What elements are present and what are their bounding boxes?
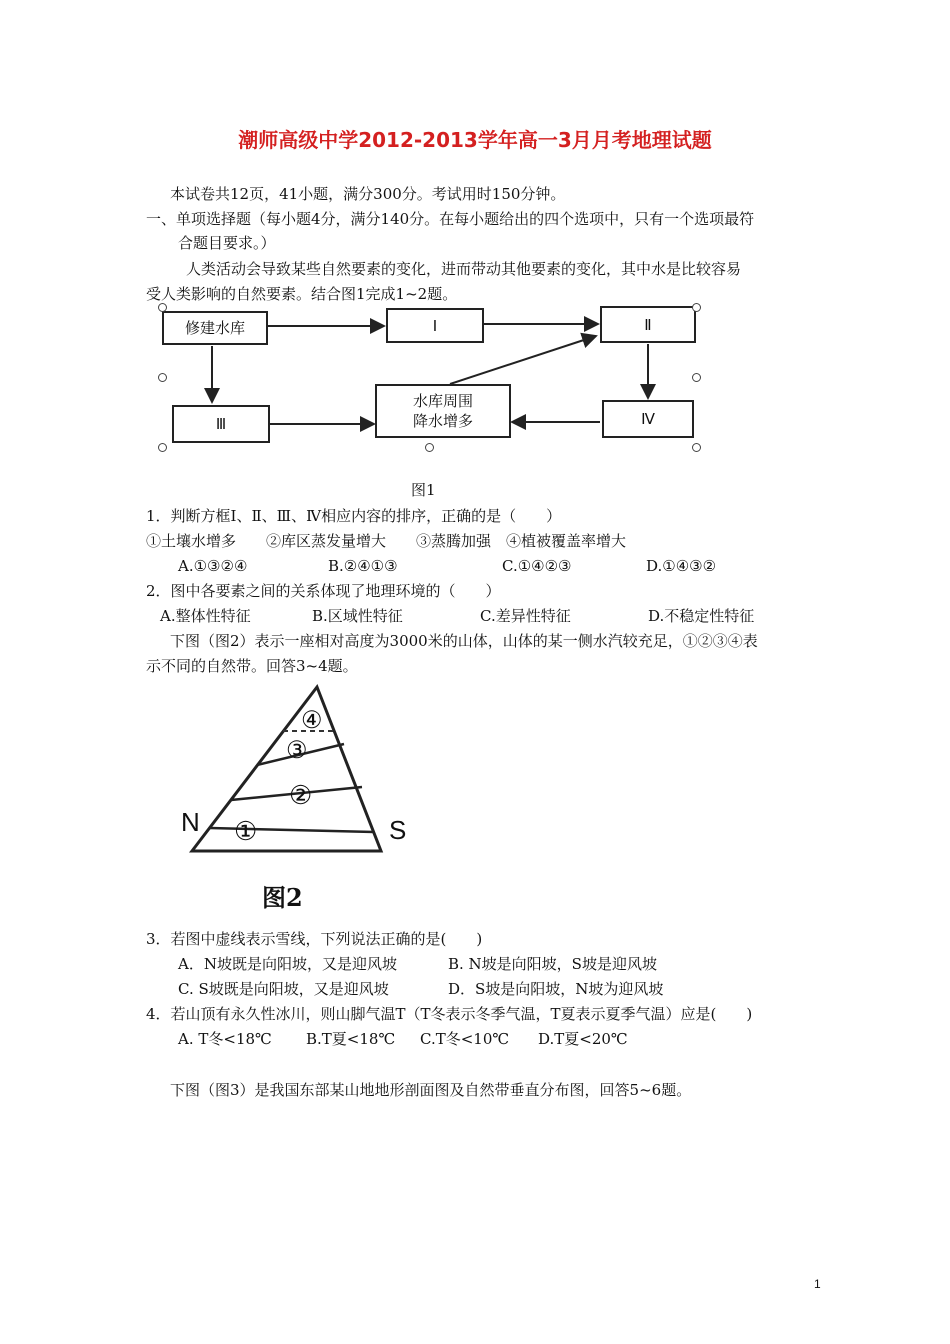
- exam-intro: 本试卷共12页，41小题，满分300分。考试用时150分钟。: [170, 185, 566, 203]
- flow-box-II-label: Ⅱ: [644, 315, 652, 334]
- page-number: 1: [814, 1277, 821, 1291]
- label-n: N: [181, 807, 200, 837]
- q4-option-b: B.T夏<18℃: [306, 1030, 396, 1048]
- q2-option-a: A.整体性特征: [160, 607, 251, 625]
- q2-option-d: D.不稳定性特征: [648, 607, 755, 625]
- q2-stem: 2．图中各要素之间的关系体现了地理环境的（ ）: [146, 582, 501, 600]
- q1-option-d: D.①④③②: [646, 557, 717, 575]
- zone-4-label: ④: [301, 706, 323, 734]
- zone-1-label: ①: [234, 817, 258, 847]
- q1-option-a: A.①③②④: [178, 557, 248, 575]
- flow-box-IV-label: Ⅳ: [641, 410, 655, 428]
- section-heading-line1: 一、单项选择题（每小题4分，满分140分。在每小题给出的四个选项中，只有一个选项最符: [146, 210, 755, 228]
- figure1-caption: 图1: [411, 481, 436, 499]
- flow-box-I-label: Ⅰ: [432, 316, 438, 335]
- q2-option-c: C.差异性特征: [480, 607, 571, 625]
- q3-option-b: B. N坡是向阳坡，S坡是迎风坡: [448, 955, 657, 973]
- figure2-caption: 图2: [262, 883, 303, 912]
- q4-stem: 4．若山顶有永久性冰川，则山脚气温T（T冬表示冬季气温，T夏表示夏季气温）应是( ): [146, 1005, 753, 1023]
- q3-option-c: C. S坡既是向阳坡，又是迎风坡: [178, 980, 389, 998]
- q3-option-a: A．N坡既是向阳坡，又是迎风坡: [178, 955, 397, 973]
- q1-items: ①土壤水增多 ②库区蒸发量增大 ③蒸腾加强 ④植被覆盖率增大: [146, 532, 627, 550]
- passage2-line1: 下图（图2）表示一座相对高度为3000米的山体，山体的某一侧水汽较充足，①②③④表: [170, 632, 758, 650]
- zone-2-label: ②: [289, 781, 313, 811]
- q1-option-b: B.②④①③: [328, 557, 398, 575]
- q3-stem: 3．若图中虚线表示雪线，下列说法正确的是( ): [146, 930, 483, 948]
- zone-3-label: ③: [286, 736, 308, 764]
- flow-box-III-label: Ⅲ: [215, 415, 227, 433]
- passage1-line2: 受人类影响的自然要素。结合图1完成1~2题。: [146, 285, 458, 303]
- flow-box-precipitation-line2: 降水增多: [412, 412, 473, 430]
- passage2-line2: 示不同的自然带。回答3~4题。: [146, 657, 358, 675]
- q1-option-c: C.①④②③: [502, 557, 572, 575]
- q4-option-a: A. T冬<18℃: [178, 1030, 272, 1048]
- q4-option-c: C.T冬<10℃: [420, 1030, 510, 1048]
- label-s: S: [389, 815, 407, 845]
- q3-option-d: D．S坡是向阳坡，N坡为迎风坡: [448, 980, 664, 998]
- flow-box-reservoir-label: 修建水库: [184, 319, 245, 337]
- flow-box-precipitation-line1: 水库周围: [412, 392, 473, 410]
- section-heading-line2: 合题目要求。）: [178, 234, 276, 252]
- passage1-line1: 人类活动会导致某些自然要素的变化，进而带动其他要素的变化，其中水是比较容易: [186, 260, 742, 278]
- q4-option-d: D.T夏<20℃: [538, 1030, 628, 1048]
- q2-option-b: B.区域性特征: [312, 607, 403, 625]
- q1-stem: 1．判断方框Ⅰ、Ⅱ、Ⅲ、Ⅳ相应内容的排序，正确的是（ ）: [146, 507, 562, 525]
- passage3: 下图（图3）是我国东部某山地地形剖面图及自然带垂直分布图，回答5~6题。: [170, 1081, 692, 1099]
- page-title: 潮师高级中学2012-2013学年高一3月月考地理试题: [238, 128, 712, 152]
